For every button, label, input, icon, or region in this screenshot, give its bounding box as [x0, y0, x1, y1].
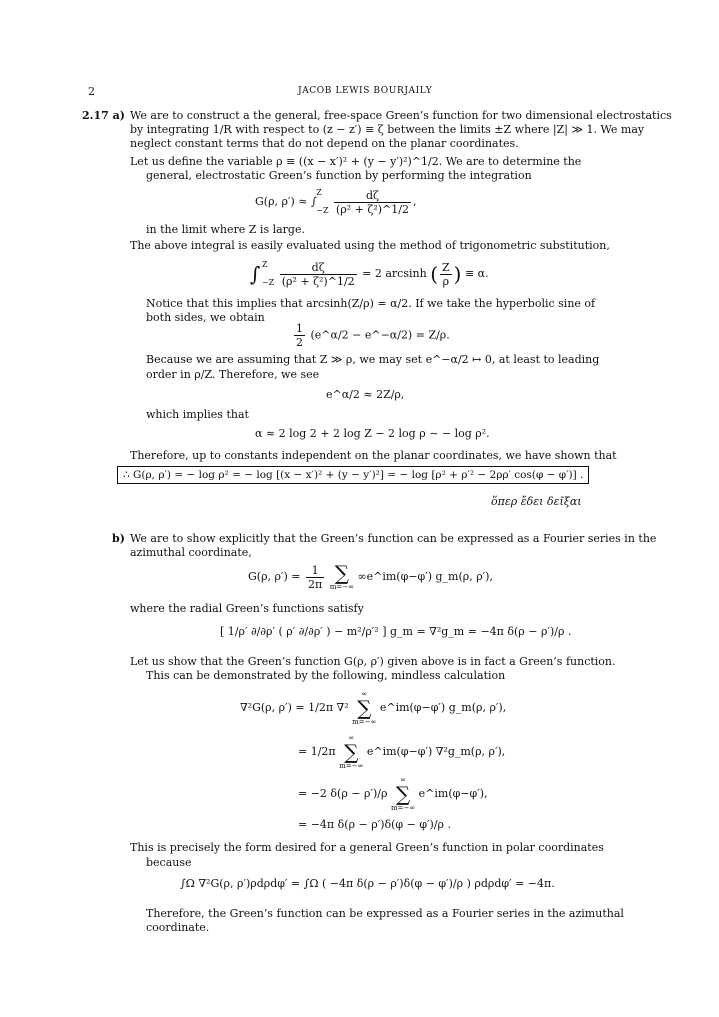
equation-sinh: $\frac{1}{2}$ (e^α/2 − e^−α/2) = Z/ρ.: [296, 322, 450, 349]
para-a1-line1: We are to construct a the general, free-space Green’s function for two dimensional electrostatics: [130, 109, 672, 122]
para-a2-line2: general, electrostatic Green’s function by performing the integration: [146, 169, 532, 182]
para-b4-line2: because: [146, 856, 192, 869]
para-a4: The above integral is easily evaluated using the method of trigonometric substitution,: [130, 239, 610, 252]
equation-alpha: α ≈ 2 log 2 + 2 log Z − 2 log ρ ∼ − log ρ².: [255, 427, 490, 440]
para-a5-line1: Notice that this implies that arcsinh(Z/ρ) = α/2. If we take the hyperbolic sine of: [146, 297, 596, 310]
para-a3: in the limit where Z is large.: [146, 223, 305, 236]
para-b5-line2: coordinate.: [146, 921, 210, 934]
problem-label-b: b): [112, 532, 125, 545]
para-b1-line1: We are to show explicitly that the Green’s function can be expressed as a Fourier series in the: [130, 532, 657, 545]
para-a6-line1: Because we are assuming that Z ≫ ρ, we may set e^−α/2 ↦ 0, at least to leading: [146, 353, 600, 366]
para-b2: where the radial Green’s functions satisfy: [130, 602, 364, 615]
running-title: JACOB LEWIS BOURJAILY: [298, 86, 433, 96]
calc-line-4: = −4π δ(ρ − ρ′)δ(φ − φ′)/ρ .: [298, 818, 451, 831]
equation-integral-check: ∫Ω ∇²G(ρ, ρ′)ρdρdφ′ = ∫Ω ( −4π δ(ρ − ρ′)δ(φ − φ′)/ρ ) ρdρdφ′ = −4π.: [180, 877, 555, 890]
problem-label-a: 2.17 a): [82, 109, 125, 122]
qed-marker: ὅπερ ἔδει δεῖξαι: [491, 495, 582, 508]
para-b4-line1: This is precisely the form desired for a general Green’s function in polar coordinates: [130, 841, 604, 854]
para-a5-line2: both sides, we obtain: [146, 311, 265, 324]
para-a1-line3: neglect constant terms that do not depend on the planar coordinates.: [130, 137, 519, 150]
para-a2-line1: Let us define the variable ρ ≡ ((x − x′)² + (y − y′)²)^1/2. We are to determine the: [130, 155, 582, 168]
equation-radial-green: [ 1/ρ′ ∂/∂ρ′ ( ρ′ ∂/∂ρ′ ) − m²/ρ′² ] g_m = ∇²g_m = −4π δ(ρ − ρ′)/ρ .: [220, 625, 572, 638]
para-a6-line2: order in ρ/Z. Therefore, we see: [146, 368, 320, 381]
para-a8: Therefore, up to constants independent on the planar coordinates, we have shown that: [130, 449, 617, 462]
para-b3-line2: This can be demonstrated by the following, mindless calculation: [146, 669, 506, 682]
equation-fourier-series: G(ρ, ρ′) = $\frac{1}{2\pi}$ ∑ m=−∞ ∞e^im(φ−φ′) g_m(ρ, ρ′),: [248, 561, 493, 591]
boxed-result-green-function: ∴ G(ρ, ρ′) = − log ρ² = − log [(x − x′)² + (y − y′)²] = − log [ρ² + ρ′² − 2ρρ′ cos(φ − φ′)] .: [117, 466, 589, 484]
para-b5-line1: Therefore, the Green’s function can be expressed as a Fourier series in the azimuthal: [146, 907, 624, 920]
equation-arcsinh: ∫ Z −Z $\frac{d\zeta}{\text{(ρ² + ζ²)\textasciicircum{}1/2}}$ = 2 arcsinh ( $\frac{Z}{\rho}$ ) ≡ α.: [250, 260, 489, 288]
para-a7: which implies that: [146, 408, 249, 421]
page-number: 2: [88, 85, 95, 98]
calc-line-2: = 1/2π ∞ ∑ m=−∞ e^im(φ−φ′) ∇²g_m(ρ, ρ′),: [298, 734, 506, 770]
calc-line-1: ∇²G(ρ, ρ′) = 1/2π ∇² ∞ ∑ m=−∞ e^im(φ−φ′) g_m(ρ, ρ′),: [240, 690, 507, 726]
para-a1-line2: by integrating 1/R with respect to (z − z′) ≡ ζ between the limits ±Z where |Z| ≫ 1. We may: [130, 123, 645, 136]
equation-exp-approx: e^α/2 ≈ 2Z/ρ,: [326, 388, 405, 401]
calc-line-3: = −2 δ(ρ − ρ′)/ρ ∞ ∑ m=−∞ e^im(φ−φ′),: [298, 776, 488, 812]
para-b3-line1: Let us show that the Green’s function G(ρ, ρ′) given above is in fact a Green’s function.: [130, 655, 616, 668]
equation-green-integral: G(ρ, ρ′) ≈ ∫ Z −Z $\frac{d\zeta}{\text{(ρ² + ζ²)\textasciicircum{}1/2}}$ ,: [255, 188, 417, 216]
para-b1-line2: azimuthal coordinate,: [130, 546, 252, 559]
